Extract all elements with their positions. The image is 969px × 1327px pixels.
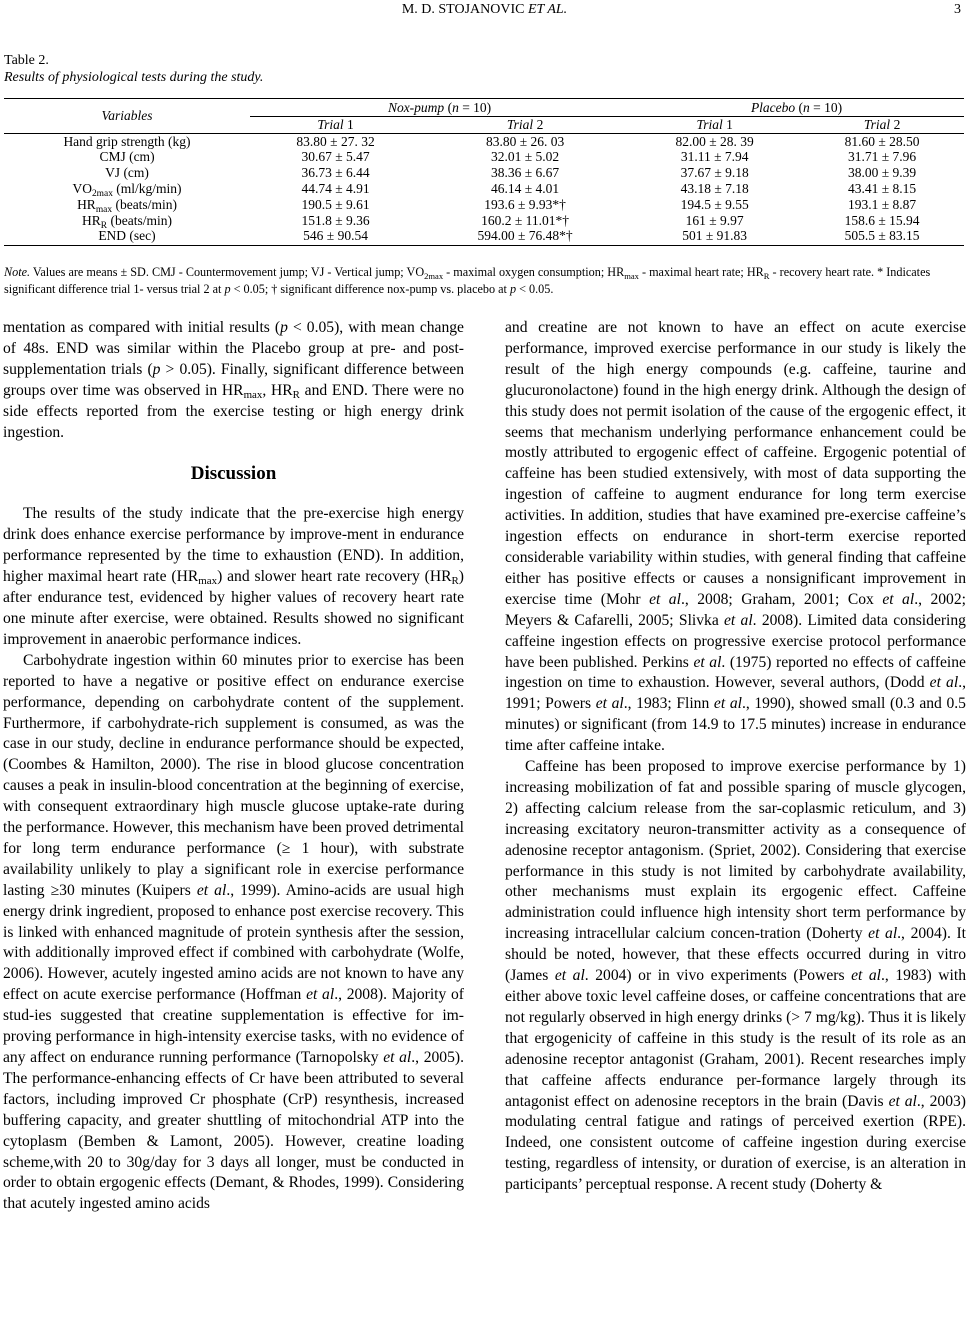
value-cell: 30.67 ± 5.47 (301, 149, 370, 165)
paragraph: mentation as compared with initial results (p < 0.05), with mean change of 48s. END was similar within the Placebo group at pre- and post-supplementation trials (p > 0.05). Finally, significant difference between groups over time was observed in $HR_{max}$, $HR_R$ and END. There were no side effects reported from the exercise testing or high energy drink ingestion. (3, 319, 464, 441)
right-column (505, 318, 966, 1196)
table-label: Table 2. (4, 53, 49, 68)
value-cell: 46.14 ± 4.01 (491, 180, 560, 196)
value-cell: 44.74 ± 4.91 (301, 180, 370, 196)
trial-header: Trial 2 (800, 116, 964, 133)
et-al: ET AL. (527, 2, 568, 17)
table-row (4, 197, 964, 213)
paragraph: and creatine are not known to have an effect on acute exercise performance, improved exercise performance in our study is likely the result of the high energy compounds (e.g. caffeine, taurine and glucuronolactone) found in the high energy drink. Although the design of this study does not permit isolation of the cause of the ergogenic effect, it seems that mechanism underlying performance enhancement could be mostly attributed to ergogenic effect of caffeine. Ergogenic potential of caffeine has been studied extensively, with most of data supporting the ingestion of caffeine to augment endurance for long term exercise activities. In addition, studies that have examined pre-exercise caffeine’s ingestion effects on endurance in short-term exercise reported considerable variability within studies, with general finding that caffeine either has positive effects or causes a nonsignificant improvement in exercise time (Mohr et al., 2008; Graham, 2001; Cox et al., 2002; Meyers & Cafarelli, 2005; Slivka et al. 2008). Limited data considering caffeine ingestion effects on progressive exercise protocol performance have been published. Perkins et al. (1975) reported no effects of caffeine ingestion on time to exhaustion. However, several authors, (Dodd et al., 1991; Powers et al., 1983; Flinn et al., 1990), showed small (0.3 and 0.5 minutes) or significant (from 14.9 to 17.5 minutes) increase in endurance time after caffeine intake. (505, 319, 966, 755)
value-cell: 194.5 ± 9.55 (680, 196, 749, 212)
table-row (4, 133, 964, 149)
table-row (4, 213, 964, 229)
value-cell: 505.5 ± 83.15 (800, 228, 964, 245)
value-cell: 36.73 ± 6.44 (301, 165, 370, 181)
value-cell: 43.18 ± 7.18 (680, 180, 749, 196)
variable-cell: $HR_{max}$ (beats/min) (77, 196, 177, 215)
table-row (4, 149, 964, 165)
value-cell: 31.11 ± 7.94 (680, 149, 749, 165)
group-placebo-header: Placebo (n = 10) (629, 99, 964, 117)
value-cell: 160.2 ± 11.01*† (481, 212, 570, 228)
value-cell: 43.41 ± 8.15 (848, 180, 917, 196)
table-title: Results of physiological tests during the study. (4, 70, 264, 85)
page-number: 3 (954, 2, 961, 17)
value-cell: 594.00 ± 76.48*† (421, 228, 629, 245)
value-cell: 31.71 ± 7.96 (848, 149, 917, 165)
value-cell: 83.80 ± 26. 03 (485, 133, 565, 149)
variable-cell: END (sec) (4, 228, 250, 245)
value-cell: 546 ± 90.54 (250, 228, 421, 245)
variable-cell: Hand grip strength (kg) (63, 133, 191, 149)
table-note: Note. Values are means ± SD. CMJ - Countermovement jump; VJ - Vertical jump; $VO_{2max}$ - maximal oxygen consumption; $HR_{max}$ - maximal heart rate; $HR_R$ - recovery heart rate. * Indicates significant difference trial 1- versus trial 2 at p < 0.05; † significant difference nox-pump vs. placebo at p < 0.05. (4, 265, 931, 296)
value-cell: 37.67 ± 9.18 (680, 165, 749, 181)
variable-cell: $HR_R$ (beats/min) (82, 212, 172, 231)
trial-header: Trial 2 (421, 116, 629, 133)
value-cell: 38.36 ± 6.67 (491, 165, 560, 181)
paragraph: Carbohydrate ingestion within 60 minutes prior to exercise has been reported to have a negative or positive effect on endurance exercise performance, depending on carbohydrate content of the supplement. Furthermore, if carbohydrate-rich supplement is consumed, as was the case in our study, decline in endurance performance should be expected, (Coombes & Hamilton, 2000). The rise in blood glucose concentration causes a peak in insulin-blood concentration at the beginning of exercise, with consequent extraordinary high muscle glucose uptake-rate during the performance. However, this mechanism have been proved detrimental for long term endurance performance (≥ 1 hour), with substrate availability unlikely to play a significant role in exercise performance lasting ≥30 minutes (Kuipers et al., 1999). Amino-acids are usual high energy drink ingredient, proposed to enhance post exercise recovery. This is linked with enhanced magnitude of protein synthesis after the session, with additionally improved effect if combined with carbohydrate (Wolfe, 2006). However, acutely ingested amino acids are not known to have any effect on acute exercise performance (Hoffman et al., 2008). Majority of stud-ies suggested that creatine supplementation is effective for im-proving performance in high-intensity exercise tasks, with no evidence of any affect on endurance running performance (Tarnopolsky et al., 2005). The performance-enhancing effects of Cr have been attributed to several factors, including improved Cr phosphate (CrP) resynthesis, increased buffering capacity, and greater shuttling of mitochondrial ATP into the cytoplasm (Bemben & Lamont, 2005). However, creatine loading scheme,with 20 to 30g/day for 3 days all longer, must be conducted in order to obtain ergogenic effects (Demant, & Rhodes, 1999). Considering that acutely ingested amino acids (3, 651, 464, 1213)
results-table (4, 98, 964, 246)
variable-cell: VJ (cm) (105, 165, 149, 181)
table-caption (4, 52, 263, 86)
value-cell: 151.8 ± 9.36 (301, 212, 370, 228)
section-heading: Discussion (190, 463, 277, 485)
value-cell: 193.1 ± 8.87 (848, 196, 917, 212)
table-row (4, 165, 964, 181)
trial-header: Trial 1 (629, 116, 800, 133)
running-head (0, 0, 969, 22)
group-nox-pump-header: Nox-pump (n = 10) (250, 99, 629, 117)
value-cell: 501 ± 91.83 (629, 228, 800, 245)
variable-cell: $VO_{2max}$ (ml/kg/min) (72, 180, 182, 199)
table-row (4, 181, 964, 197)
author-name: M. D. STOJANOVIC (401, 2, 525, 17)
value-cell: 83.80 ± 27. 32 (296, 133, 375, 149)
value-cell: 158.6 ± 15.94 (844, 212, 920, 228)
value-cell: 161 ± 9.97 (685, 212, 744, 228)
variable-cell: CMJ (cm) (99, 149, 155, 165)
paragraph: The results of the study indicate that the pre-exercise high energy drink does enhance exercise performance by improve-ment in endurance performance represented by the time to exhaustion (END). In addition, higher maximal heart rate $(HR_{max})$ and slower heart rate recovery $(HR_R)$ after endurance test, evidenced by higher values of recovery heart rate one minute after exercise, were obtained. Results showed no significant improvement in anaerobic performance indices. (3, 505, 464, 648)
value-cell: 38.00 ± 9.39 (848, 165, 917, 181)
value-cell: 193.6 ± 9.93*† (484, 196, 566, 212)
value-cell: 190.5 ± 9.61 (301, 196, 370, 212)
trial-header: Trial 1 (250, 116, 421, 133)
value-cell: 81.60 ± 28.50 (844, 133, 920, 149)
value-cell: 32.01 ± 5.02 (491, 149, 560, 165)
variables-header: Variables (4, 99, 250, 134)
left-column (3, 318, 464, 1215)
table-row (4, 228, 964, 245)
paragraph: Caffeine has been proposed to improve exercise performance by 1) increasing mobilization of fat and possible sparing of muscle glycogen, 2) affecting calcium release from the sar-coplasmic reticulum, and 3) increasing excitatory neuron-transmitter activity as a consequence of adenosine receptor antagonism. (Spriet, 2002). Considering that exercise performance in this study is not limited by carbohydrate availability, other mechanisms must explain its ergogenic effect. Caffeine administration could influence high intensity short term performance by increasing intracellular calcium concen-tration (Doherty et al., 2004). It should be noted, however, that these effects occurred during in vitro (James et al. 2004) or in vivo experiments (Powers et al., 1983) with either above toxic level caffeine doses, or caffeine concentrations that are not regularly observed in high energy drinks (> 7 mg/kg). Thus it is likely that ergogenicity of caffeine in this study is the result of its role as an adenosine receptor antagonist (Graham, 2001). Recent researches imply that caffeine affects endurance per-formance largely through its antagonist effect on adenosine receptors in the brain (Davis et al., 2003) modulating central fatigue and ratings of perceived exertion (RPE). Indeed, one consistent outcome of caffeine ingestion during exercise testing, regardless of intensity, or duration of exercise, is an alteration in participants’ perceptual response. A recent study (Doherty & (505, 758, 966, 1194)
value-cell: 82.00 ± 28. 39 (675, 133, 754, 149)
